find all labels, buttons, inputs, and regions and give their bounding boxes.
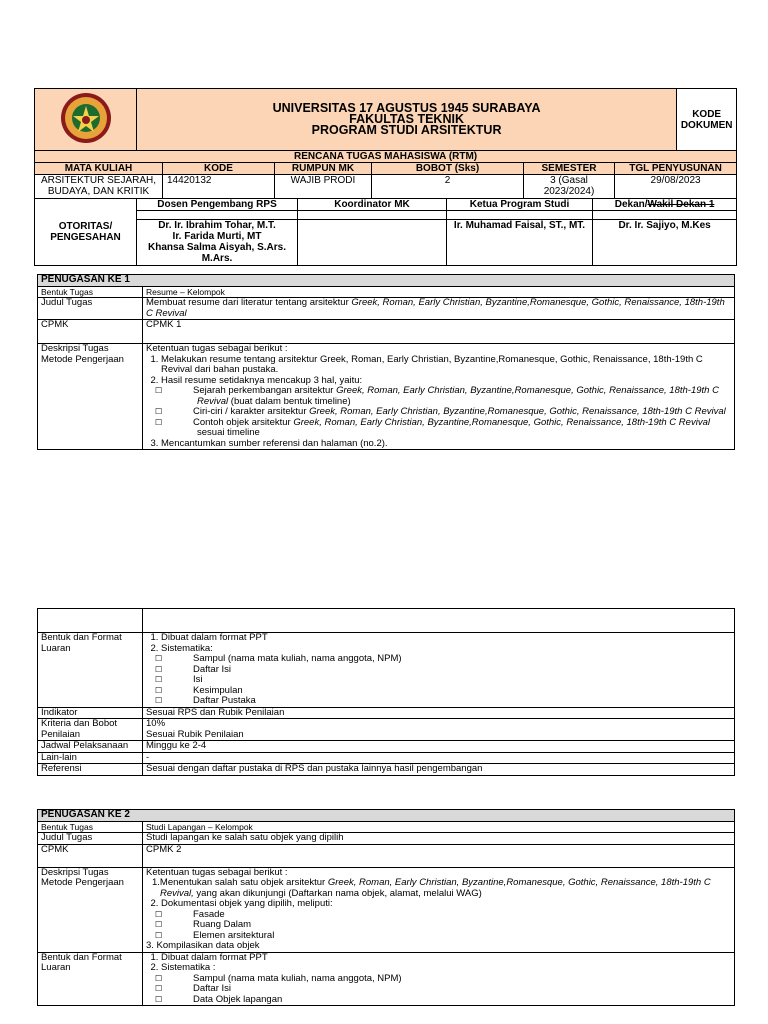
deskripsi-value: Ketentuan tugas sebagai berikut : 1.Menentukan salah satu objek arsitektur Greek, Roman, Early Christian, Byzantine,Romanesque, Gothic, Renaissance, 18th-19th C Revival, yang akan dikunjungi (Daftarkan nama objek, alamat, melalui WAG) 2. Dokumentasi objek yang dipilih, meliputi: ☐ Fasade ☐ Ruang Dalam ☐ Elemen arsitektural 3. Kompilasikan data objek	[143, 867, 735, 952]
format-label: Bentuk dan Format Luaran	[38, 633, 143, 708]
list-item: ☐ Sampul (nama mata kuliah, nama anggota, NPM)	[177, 654, 731, 665]
list-item: 2. Dokumentasi objek yang dipilih, meliputi: ☐ Fasade ☐ Ruang Dalam ☐ Elemen arsitektural	[161, 899, 731, 941]
list-item: ☐ Elemen arsitektural	[177, 931, 731, 942]
col-semester: SEMESTER	[524, 163, 615, 175]
ketua-name: Ir. Muhamad Faisal, ST., MT.	[447, 220, 593, 266]
ketua-header: Ketua Program Studi	[447, 199, 593, 211]
assignment-1-title: PENUGASAN KE 1	[38, 275, 735, 287]
format-value: 1. Dibuat dalam format PPT 2. Sistematika : ☐ Sampul (nama mata kuliah, nama anggota, NPM) ☐ Daftar Isi ☐ Data Objek lapangan	[143, 952, 735, 1006]
list-item: ☐ Contoh objek arsitektur Greek, Roman, Early Christian, Byzantine,Romanesque, Gothic, Renaissance, 18th-19th C Revival sesuai timeline	[177, 418, 731, 439]
list-item: ☐ Data Objek lapangan	[177, 995, 731, 1006]
bentuk-value: Studi Lapangan – Kelompok	[143, 821, 735, 833]
deskripsi-label: Deskripsi Tugas Metode Pengerjaan	[38, 344, 143, 450]
judul-value: Membuat resume dari literatur tentang arsitektur Greek, Roman, Early Christian, Byzantine,Romanesque, Gothic, Renaissance, 18th-19th C Revival	[143, 298, 735, 320]
referensi-label: Referensi	[38, 764, 143, 776]
university-seal-icon	[56, 91, 116, 145]
dekan-name: Dr. Ir. Sajiyo, M.Kes	[593, 220, 737, 266]
list-item: ☐ Isi	[177, 675, 731, 686]
kriteria-value: 10% Sesuai Rubik Penilaian	[143, 719, 735, 741]
referensi-value: Sesuai dengan daftar pustaka di RPS dan pustaka lainnya hasil pengembangan	[143, 764, 735, 776]
judul-value: Studi lapangan ke salah satu objek yang dipilih	[143, 833, 735, 845]
dekan-header: Dekan/Wakil Dekan 1	[593, 199, 737, 211]
col-bobot: BOBOT (Sks)	[372, 163, 524, 175]
assignment-2-table	[37, 809, 735, 1006]
course-semester: 3 (Gasal 2023/2024)	[524, 175, 615, 199]
judul-label: Judul Tugas	[38, 298, 143, 320]
lain-value: -	[143, 752, 735, 764]
koordinator-header: Koordinator MK	[298, 199, 447, 211]
course-bobot: 2	[372, 175, 524, 199]
list-item: ☐ Daftar Isi	[177, 984, 731, 995]
cpmk-value: CPMK 1	[143, 320, 735, 344]
deskripsi-value: Ketentuan tugas sebagai berikut : 1. Melakukan resume tentang arsitektur Greek, Roman, Early Christian, Byzantine,Romanesque, Gothic, Renaissance, 18th-19th C Revival dari bahan pustaka. 2. Hasil resume setidaknya mencakup 3 hal, yaitu: ☐ Sejarah perkembangan arsitektur Greek, Roman, Early Christian, Byzantine,Romanesque, Gothic, Renaissance, 18th-19th C Revival (buat dalam bentuk timeline) ☐ Ciri-ciri / karakter arsitektur Greek, Roman, Early Christian, Byzantine,Romanesque, Gothic, Renaissance, 18th-19th C Revival ☐ Contoh objek arsitektur Greek, Roman, Early Christian, Byzantine,Romanesque, Gothic, Renaissance, 18th-19th C Revival sesuai timeline 3. Mencantumkan sumber referensi dan halaman (no.2).	[143, 344, 735, 450]
jadwal-label: Jadwal Pelaksanaan	[38, 741, 143, 753]
col-kode: KODE	[163, 163, 275, 175]
jadwal-value: Minggu ke 2-4	[143, 741, 735, 753]
dosen-header: Dosen Pengembang RPS	[137, 199, 298, 211]
kriteria-label: Kriteria dan Bobot Penilaian	[38, 719, 143, 741]
list-item: ☐ Kesimpulan	[177, 686, 731, 697]
list-item: ☐ Sampul (nama mata kuliah, nama anggota, NPM)	[177, 974, 731, 985]
assignment-1-continued-table	[37, 608, 735, 776]
cpmk-value: CPMK 2	[143, 844, 735, 867]
format-value: 1. Dibuat dalam format PPT 2. Sistematika: ☐ Sampul (nama mata kuliah, nama anggota, NPM) ☐ Daftar Isi ☐ Isi ☐ Kesimpulan ☐ Daftar Pustaka	[143, 633, 735, 708]
course-code: 14420132	[163, 175, 275, 199]
course-rumpun: WAJIB PRODI	[275, 175, 372, 199]
deskripsi-label: Deskripsi Tugas Metode Pengerjaan	[38, 867, 143, 952]
cpmk-label: CPMK	[38, 844, 143, 867]
indikator-label: Indikator	[38, 707, 143, 719]
university-name: UNIVERSITAS 17 AGUSTUS 1945 SURABAYA	[272, 101, 541, 115]
bentuk-label: Bentuk Tugas	[38, 821, 143, 833]
dosen-names: Dr. Ir. Ibrahim Tohar, M.T. Ir. Farida Murti, MT Khansa Salma Aisyah, S.Ars. M.Ars.	[137, 220, 298, 266]
faculty-name: FAKULTAS TEKNIK	[349, 112, 464, 126]
list-item: ☐ Daftar Isi	[177, 665, 731, 676]
course-name: ARSITEKTUR SEJARAH, BUDAYA, DAN KRITIK	[35, 175, 163, 199]
course-date: 29/08/2023	[615, 175, 737, 199]
logo-cell	[35, 89, 137, 151]
bentuk-label: Bentuk Tugas	[38, 286, 143, 298]
bentuk-value: Resume – Kelompok	[143, 286, 735, 298]
lain-label: Lain-lain	[38, 752, 143, 764]
list-item: ☐ Fasade	[177, 910, 731, 921]
judul-label: Judul Tugas	[38, 833, 143, 845]
document-header-table	[34, 88, 737, 266]
list-item: ☐ Sejarah perkembangan arsitektur Greek, Roman, Early Christian, Byzantine,Romanesque, Gothic, Renaissance, 18th-19th C Revival (buat dalam bentuk timeline)	[177, 386, 731, 407]
col-rumpun: RUMPUN MK	[275, 163, 372, 175]
cpmk-label: CPMK	[38, 320, 143, 344]
list-item: ☐ Ruang Dalam	[177, 920, 731, 931]
col-tgl: TGL PENYUSUNAN	[615, 163, 737, 175]
list-item: 3. Mencantumkan sumber referensi dan halaman (no.2).	[161, 439, 731, 450]
assignment-2-title: PENUGASAN KE 2	[38, 810, 735, 822]
list-item: ☐ Daftar Pustaka	[177, 696, 731, 707]
kode-dokumen: KODE DOKUMEN	[677, 89, 737, 151]
list-item: 2. Hasil resume setidaknya mencakup 3 hal, yaitu: ☐ Sejarah perkembangan arsitektur Greek, Roman, Early Christian, Byzantine,Romanesque, Gothic, Renaissance, 18th-19th C Revival (buat dalam bentuk timeline) ☐ Ciri-ciri / karakter arsitektur Greek, Roman, Early Christian, Byzantine,Romanesque, Gothic, Renaissance, 18th-19th C Revival ☐ Contoh objek arsitektur Greek, Roman, Early Christian, Byzantine,Romanesque, Gothic, Renaissance, 18th-19th C Revival sesuai timeline	[161, 376, 731, 439]
list-item: 1. Melakukan resume tentang arsitektur Greek, Roman, Early Christian, Byzantine,Romanesque, Gothic, Renaissance, 18th-19th C Revival dari bahan pustaka.	[161, 355, 731, 376]
col-mata-kuliah: MATA KULIAH	[35, 163, 163, 175]
rtm-title: RENCANA TUGAS MAHASISWA (RTM)	[35, 151, 737, 163]
indikator-value: Sesuai RPS dan Rubik Penilaian	[143, 707, 735, 719]
list-item: ☐ Ciri-ciri / karakter arsitektur Greek, Roman, Early Christian, Byzantine,Romanesque, Gothic, Renaissance, 18th-19th C Revival	[177, 407, 731, 418]
format-label: Bentuk dan Format Luaran	[38, 952, 143, 1006]
program-name: PROGRAM STUDI ARSITEKTUR	[311, 123, 502, 137]
otoritas-label: OTORITAS/ PENGESAHAN	[35, 199, 137, 266]
assignment-1-table	[37, 274, 735, 450]
institution-title	[137, 89, 677, 151]
